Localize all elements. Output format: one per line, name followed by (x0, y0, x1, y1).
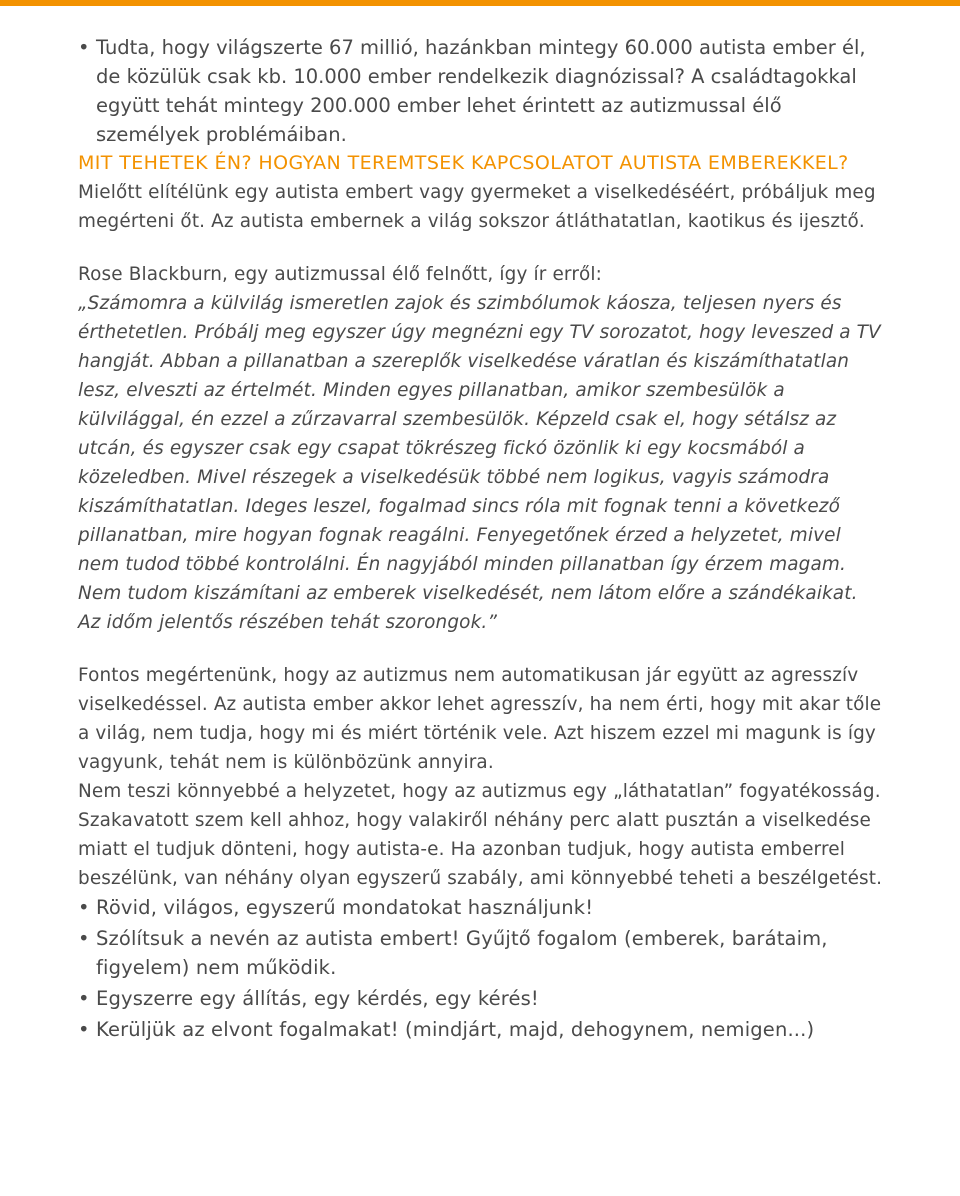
rule-item (78, 1015, 884, 1044)
bullet-icon: • (78, 36, 90, 59)
rule-text: Egyszerre egy állítás, egy kérdés, egy kérés! (96, 987, 539, 1010)
intro-bullet-text: Tudta, hogy világszerte 67 millió, hazánkban mintegy 60.000 autista ember él, de közülük csak kb. 10.000 ember rendelkezik diagnózissal? A családtagokkal együtt tehát mintegy 200.000 ember lehet érintett az autizmussal élő személyek problémáiban. (96, 36, 866, 146)
intro-bullet-list (78, 33, 884, 149)
bullet-icon: • (78, 1018, 90, 1041)
page-content (78, 33, 884, 1046)
bullet-icon: • (78, 927, 90, 950)
rule-text: Szólítsuk a nevén az autista embert! Gyűjtő fogalom (emberek, barátaim, figyelem) nem működik. (96, 927, 828, 979)
intro-bullet (78, 33, 884, 149)
rule-item (78, 924, 884, 982)
quote-text: „Számomra a külvilág ismeretlen zajok és szimbólumok káosza, teljesen nyers és érthetetlen. Próbálj meg egyszer úgy megnézni egy TV sorozatot, hogy leveszed a TV hangját. Abban a pillanatban a szereplők viselkedése váratlan és kiszámíthatatlan lesz, elveszti az értelmét. Minden egyes pillanatban, amikor szembesülök a külvilággal, én ezzel a zűrzavarral szembesülök. Képzeld csak el, hogy sétálsz az utcán, és egyszer csak egy csapat tökrészeg fickó özönlik ki egy kocsmából a közeledben. Mivel részegek a viselkedésük többé nem logikus, vagyis számodra kiszámíthatatlan. Ideges leszel, fogalmad sincs róla mit fognak tenni a következő pillanatban, mire hogyan fognak reagálni. Fenyegetőnek érzed a helyzetet, mivel nem tudod többé kontrolálni. Én nagyjából minden pillanatban így érzem magam. Nem tudom kiszámítani az emberek viselkedését, nem látom előre a szándékaikat. Az időm jelentős részében tehát szorongok.” (78, 293, 881, 633)
bullet-icon: • (78, 896, 90, 919)
paragraph-aggression: Fontos megértenünk, hogy az autizmus nem automatikusan jár együtt az agresszív viselkedéssel. Az autista ember akkor lehet agresszív, ha nem érti, hogy mit akar tőle a világ, nem tudja, hogy mi és miért történik vele. Azt hiszem ezzel mi magunk is így vagyunk, tehát nem is különbözünk annyira. (78, 665, 882, 773)
rule-text: Kerüljük az elvont fogalmakat! (mindjárt, majd, dehogynem, nemigen...) (96, 1018, 815, 1041)
rule-item (78, 984, 884, 1013)
rule-text: Rövid, világos, egyszerű mondatokat használjunk! (96, 896, 594, 919)
bullet-icon: • (78, 987, 90, 1010)
section-heading: MIT TEHETEK ÉN? HOGYAN TEREMTSEK KAPCSOLATOT AUTISTA EMBEREKKEL? (78, 152, 849, 174)
paragraph-invisible-disability: Nem teszi könnyebbé a helyzetet, hogy az autizmus egy „láthatatlan” fogyatékosság. Szakavatott szem kell ahhoz, hogy valakiről néhány perc alatt pusztán a viselkedése miatt el tudjuk dönteni, hogy autista-e. Ha azonban tudjuk, hogy autista emberrel beszélünk, van néhány olyan egyszerű szabály, ami könnyebbé teheti a beszélgetést. (78, 781, 883, 889)
rule-item (78, 893, 884, 922)
top-accent-rule (0, 0, 960, 6)
rules-list (78, 893, 884, 1044)
quote-introduction: Rose Blackburn, egy autizmussal élő felnőtt, így ír erről: (78, 264, 603, 285)
paragraph-understanding: Mielőtt elítélünk egy autista embert vagy gyermeket a viselkedéséért, próbáljuk meg megérteni őt. Az autista embernek a világ sokszor átláthatatlan, kaotikus és ijesztő. (78, 182, 876, 232)
